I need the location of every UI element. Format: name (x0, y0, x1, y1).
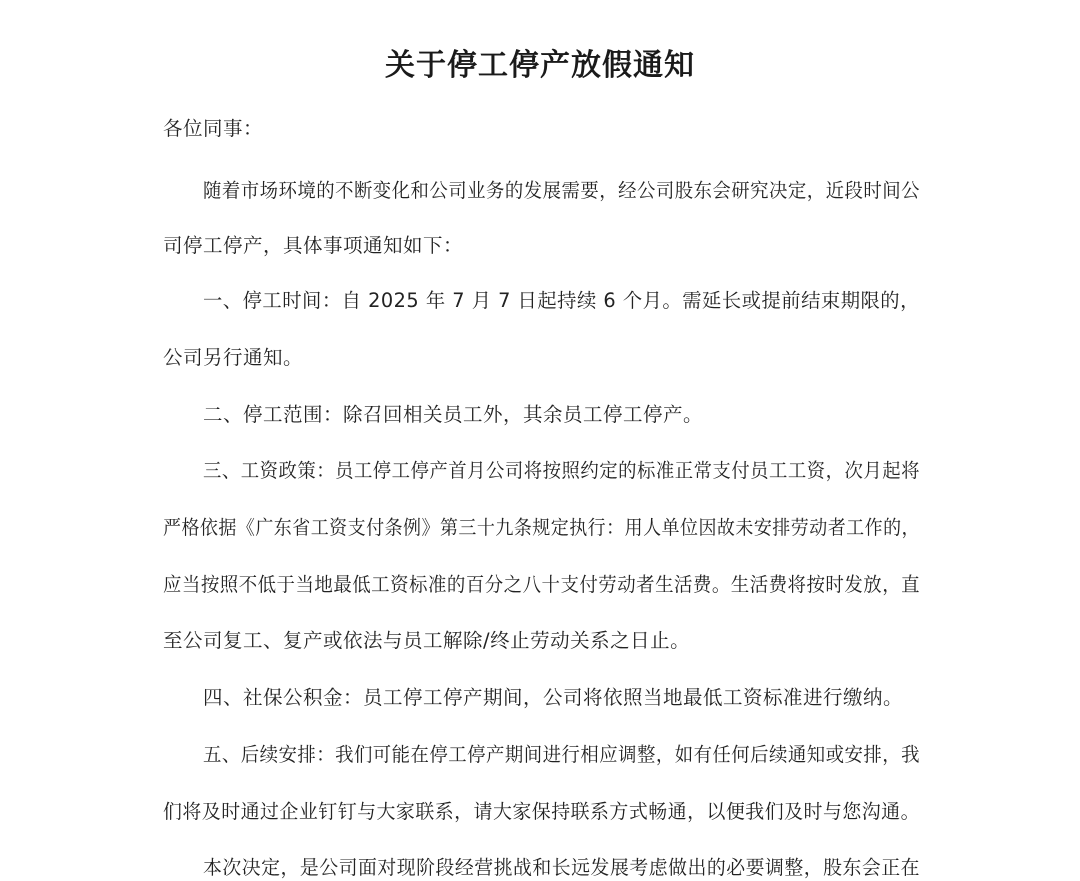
paragraph-line-11: 五、后续安排：我们可能在停工停产期间进行相应调整，如有任何后续通知或安排，我 (203, 743, 920, 766)
paragraph-line-10: 四、社保公积金：员工停工停产期间，公司将依照当地最低工资标准进行缴纳。 (203, 686, 904, 709)
salutation: 各位同事： (163, 117, 264, 140)
paragraph-line-5: 二、停工范围：除召回相关员工外，其余员工停工停产。 (203, 403, 704, 426)
paragraph-line-12: 们将及时通过企业钉钉与大家联系，请大家保持联系方式畅通，以便我们及时与您沟通。 (163, 800, 921, 823)
paragraph-line-4: 公司另行通知。 (163, 346, 304, 369)
paragraph-line-8: 应当按照不低于当地最低工资标准的百分之八十支付劳动者生活费。生活费将按时发放，直 (163, 573, 921, 596)
paragraph-line-6: 三、工资政策：员工停工停产首月公司将按照约定的标准正常支付员工工资，次月起将 (203, 459, 920, 482)
paragraph-line-3: 一、停工时间：自 2025 年 7 月 7 日起持续 6 个月。需延长或提前结束期限的， (203, 289, 920, 312)
paragraph-line-9: 至公司复工、复产或依法与员工解除/终止劳动关系之日止。 (163, 629, 691, 652)
paragraph-line-7: 严格依据《广东省工资支付条例》第三十九条规定执行：用人单位因故未安排劳动者工作的， (163, 516, 921, 539)
paragraph-line-1: 随着市场环境的不断变化和公司业务的发展需要，经公司股东会研究决定，近段时间公 (203, 179, 920, 202)
paragraph-line-2: 司停工停产，具体事项通知如下： (163, 234, 464, 257)
document-title: 关于停工停产放假通知 (385, 48, 695, 83)
paragraph-line-13: 本次决定，是公司面对现阶段经营挑战和长远发展考虑做出的必要调整，股东会正在 (203, 856, 921, 879)
